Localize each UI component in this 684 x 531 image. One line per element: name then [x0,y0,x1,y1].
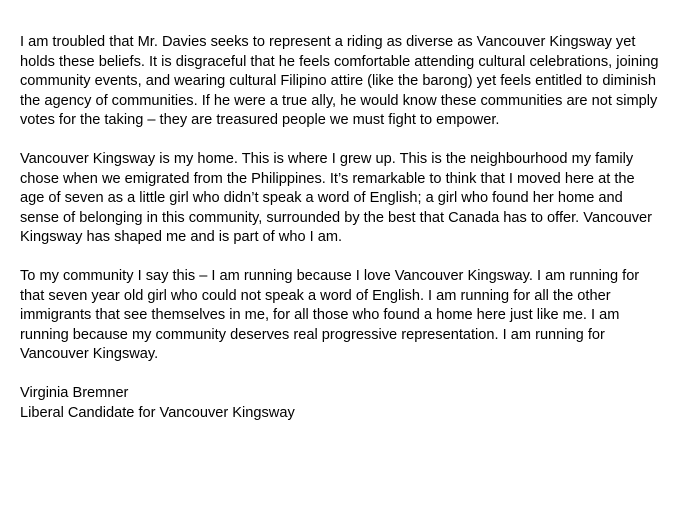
letter-body [20,33,660,423]
paragraph-2: Vancouver Kingsway is my home. This is where I grew up. This is the neighbourhood my family chose when we emigrated from the Philippines. It’s remarkable to think that I moved here at the age of seven as a little girl who didn’t speak a word of English; a girl who found her home and sense of belonging in this community, surrounded by the best that Canada has to offer. Vancouver Kingsway has shaped me and is part of who I am. [20,151,652,245]
paragraph-1: I am troubled that Mr. Davies seeks to represent a riding as diverse as Vancouver Kingsway yet holds these beliefs. It is disgraceful that he feels comfortable attending cultural celebrations, joining community events, and wearing cultural Filipino attire (like the barong) yet feels entitled to diminish the agency of communities. If he were a true ally, he would know these communities are not simply votes for the taking – they are treasured people we must fight to empower. [20,34,659,128]
paragraph-3: To my community I say this – I am running because I love Vancouver Kingsway. I am running for that seven year old girl who could not speak a word of English. I am running for all the other immigrants that see themselves in me, for all those who found a home here just like me. I am running because my community deserves real progressive representation. I am running for Vancouver Kingsway. [20,268,640,362]
signature-block [20,384,660,423]
signature-name: Virginia Bremner [20,385,129,401]
signature-title: Liberal Candidate for Vancouver Kingsway [20,404,295,421]
